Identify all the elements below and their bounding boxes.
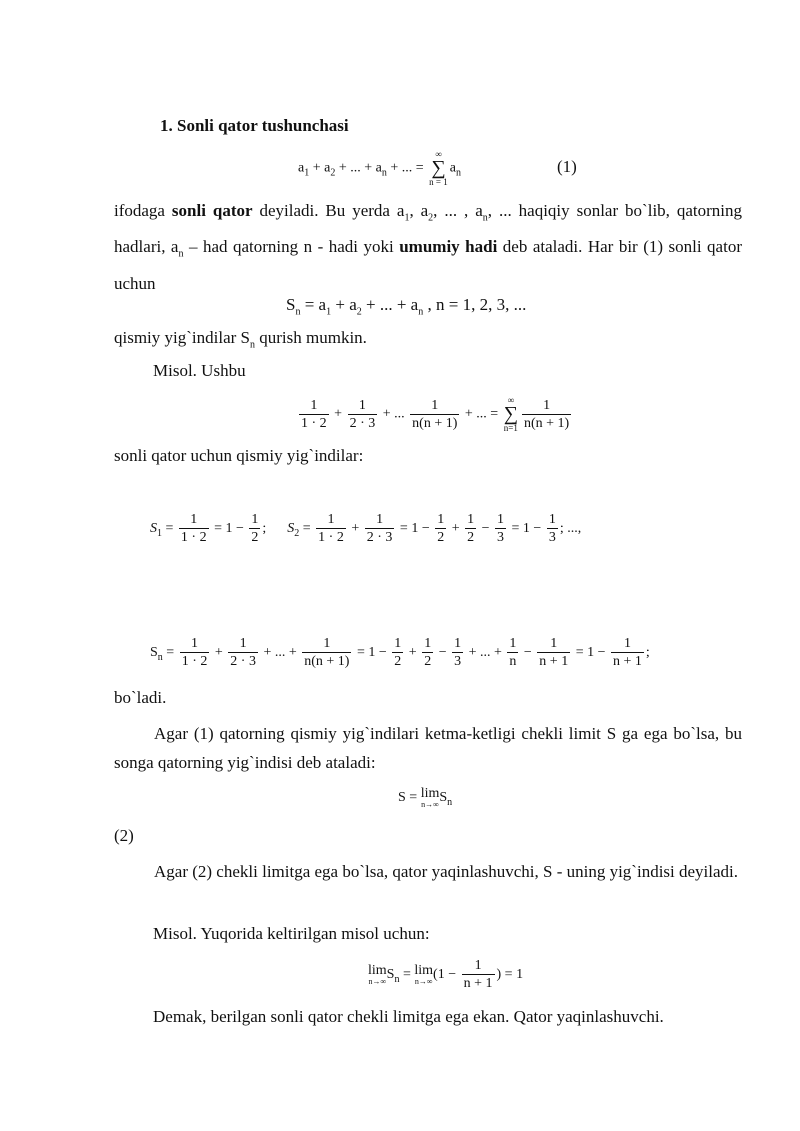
sn-formula: $S_n$ = $\frac{1}{1 \cdot 2}$ + $\frac{1}{2 \cdot 3}$ + ... + $\frac{1}{n(n + 1)}$ = 1 − $\frac{1}{2}$ + $\frac{1}{2}$ − $\frac{1}{3}$ + ... + $\frac{1}{n}$ − $\frac{1}{n + 1}$ = 1 − $\frac{1}{n + 1}$ ;: [150, 636, 650, 669]
equation-label-2: (2): [114, 826, 134, 845]
example-label-1: Misol. Ushbu: [153, 361, 246, 380]
boladi-text: bo`ladi.: [114, 688, 167, 707]
definition-paragraph: ifodaga sonli qator deyiladi. Bu yerda $a_1$, $a_2$, ... , $a_n$, ... haqiqiy sonlar bo`lib, qatorning hadlari, $a_n$ – had qatorning n - hadi yoki umumiy hadi deb ataladi. Har bir (1) sonli qator uchun: [114, 201, 743, 293]
partial-sums-text: qismiy yig`indilar $S_n$ qurish mumkin.: [114, 328, 367, 351]
example-series-formula: $\frac{1}{1 \cdot 2}$ + $\frac{1}{2 \cdot 3}$ + ... $\frac{1}{n(n + 1)}$ + ... = ∞ ∑ n=1 $\frac{1}{n(n + 1)}$: [301, 395, 570, 433]
series-definition-formula: $a_1 + a_2$ + ... + $a_n$ + ... = ∞ ∑ n = 1 $a_n$: [298, 149, 461, 187]
limit-formula: S = lim n→∞ $S_n$: [398, 786, 453, 809]
s1-s2-formula: $S_1$ = $\frac{1}{1 \cdot 2}$ = 1 − $\frac{1}{2}$ ; $S_2$ = $\frac{1}{1 \cdot 2}$ + $\frac{1}{2 \cdot 3}$ = 1 − $\frac{1}{2}$ + $\frac{1}{2}$ − $\frac{1}{3}$ = 1 − $\frac{1}{3}$ ; ...,: [150, 512, 582, 545]
partial-sums-intro: sonli qator uchun qismiy yig`indilar:: [114, 446, 364, 465]
example-label-2: Misol. Yuqorida keltirilgan misol uchun:: [153, 924, 430, 943]
conclusion-text: Demak, berilgan sonli qator chekli limitga ega ekan. Qator yaqinlashuvchi.: [153, 1007, 664, 1026]
equation-label-1: (1): [557, 157, 577, 176]
limit-definition-paragraph: Agar (1) qatorning qismiy yig`indilari ketma-ketligi chekli limit S ga ega bo`lsa, bu songa qatorning yig`indisi deb ataladi:: [114, 724, 742, 772]
limit-example-formula: lim n→∞ $S_n$ = lim n→∞ (1 − $\frac{1}{n + 1}$ ) = 1: [368, 958, 524, 991]
partial-sum-formula: $S_n = a_1 + a_2$ + ... + $a_n$ , n = 1, 2, 3, ...: [286, 295, 527, 318]
section-heading: 1. Sonli qator tushunchasi: [160, 116, 349, 135]
convergence-paragraph: Agar (2) chekli limitga ega bo`lsa, qator yaqinlashuvchi, S - uning yig`indisi deyiladi.: [154, 862, 739, 881]
